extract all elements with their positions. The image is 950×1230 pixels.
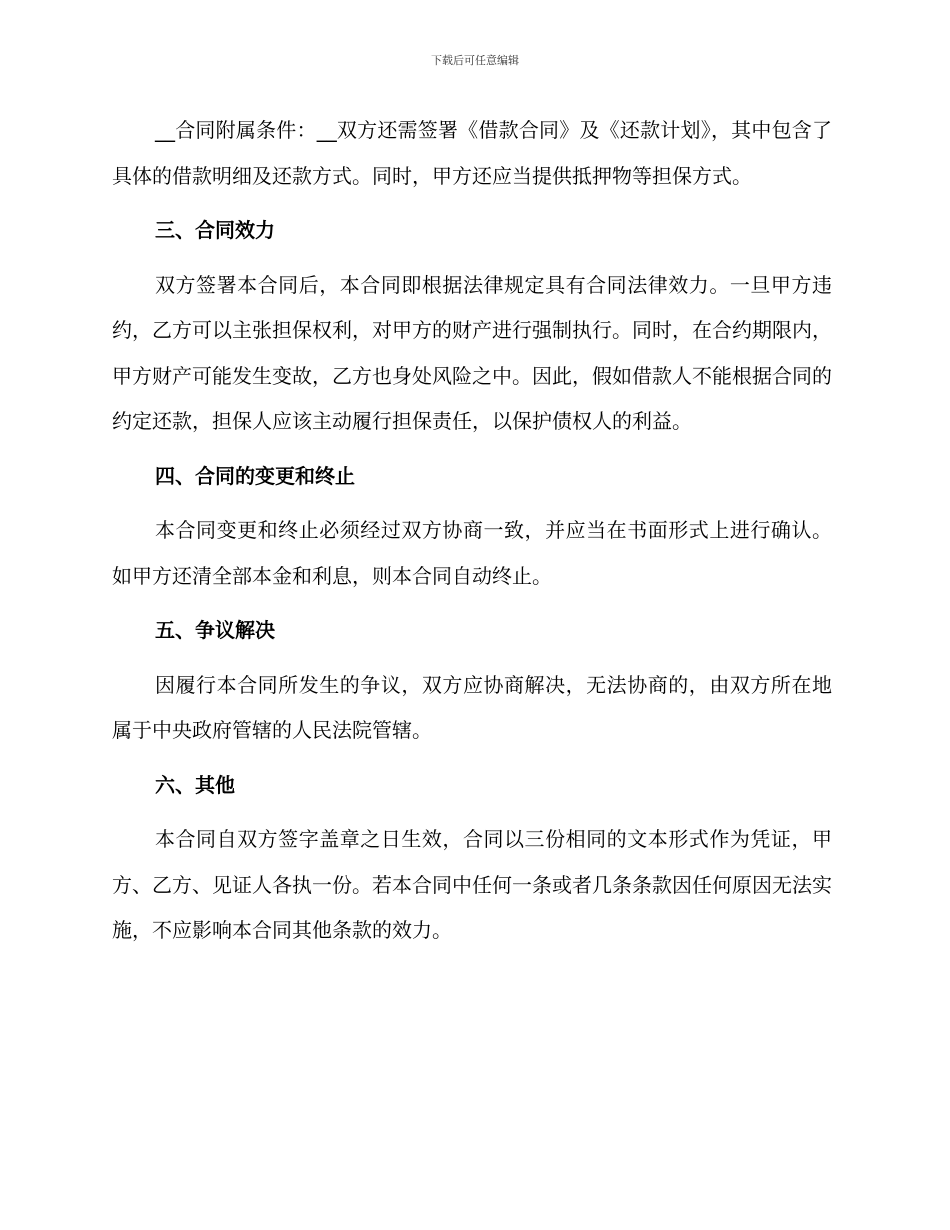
section-body-change-termination: 本合同变更和终止必须经过双方协商一致，并应当在书面形式上进行确认。如甲方还清全部本金和利息，则本合同自动终止。 bbox=[112, 518, 832, 588]
section-body-other: 本合同自双方签字盖章之日生效，合同以三份相同的文本形式作为凭证，甲方、乙方、见证人各执一份。若本合同中任何一条或者几条条款因任何原因无法实施，不应影响本合同其他条款的效力。 bbox=[112, 827, 832, 942]
section-body-dispute: 因履行本合同所发生的争议，双方应协商解决，无法协商的，由双方所在地属于中央政府管辖的人民法院管辖。 bbox=[112, 672, 832, 742]
intro-paragraph: __合同附属条件：__双方还需签署《借款合同》及《还款计划》，其中包含了具体的借款明细及还款方式。同时，甲方还应当提供抵押物等担保方式。 bbox=[112, 118, 832, 188]
document-body bbox=[112, 108, 832, 954]
section-heading-dispute: 五、争议解决 bbox=[155, 618, 275, 642]
page-header: 下载后可任意编辑 bbox=[431, 54, 519, 67]
section-body-effect: 双方签署本合同后，本合同即根据法律规定具有合同法律效力。一旦甲方违约，乙方可以主张担保权利，对甲方的财产进行强制执行。同时，在合约期限内，甲方财产可能发生变故，乙方也身处风险之中。因此，假如借款人不能根据合同的约定还款，担保人应该主动履行担保责任，以保护债权人的利益。 bbox=[112, 272, 832, 433]
section-heading-effect: 三、合同效力 bbox=[155, 218, 275, 242]
section-heading-other: 六、其他 bbox=[155, 772, 235, 797]
section-heading-change-termination: 四、合同的变更和终止 bbox=[155, 463, 355, 488]
